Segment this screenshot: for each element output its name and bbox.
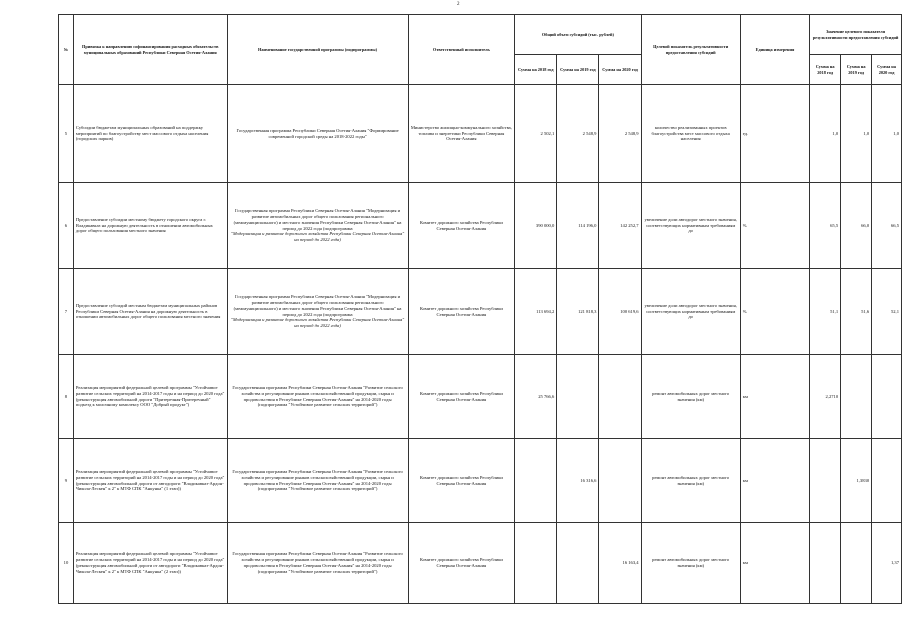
row-unit: % — [740, 269, 809, 355]
row-value-2020: 52,1 — [872, 269, 902, 355]
row-program-sub: "Модернизация и развитие дорожного хозяйства Республики Северная Осетия-Алания" на период до 2022 года) — [230, 317, 405, 329]
table-row — [59, 85, 902, 183]
row-purpose: Предоставление субсидий местным бюджетам муниципальных районов Республики Северная Осетия-Алания на дорожную деятельность в отношении автомобильных дорог общего пользования местного значения — [73, 269, 227, 355]
row-unit: км — [740, 355, 809, 439]
row-executor: Комитет дорожного хозяйства Республики Северная Осетия-Алания — [408, 439, 515, 523]
header-value-2020: Сумма на 2020 год — [872, 55, 902, 85]
row-program-text: Государственная программа Республики Северная Осетия-Алания "Модернизация и развитие автомобильных дорог общего пользования регионального (межмуниципального) и местного значения Республики Северная Осетия-Алания" на период до 2022 года (подпрограмма — [233, 293, 402, 317]
header-purpose: Привязка к направлению софинансирования расходных обязательств муниципальных образований Республики Северная Осетия-Алания — [73, 15, 227, 85]
header-total: Общий объем субсидий (тыс. рублей) — [515, 15, 641, 55]
table-row — [59, 523, 902, 604]
page-number: 2 — [457, 2, 460, 7]
row-value-2018: 51,1 — [810, 269, 841, 355]
row-program — [227, 439, 408, 523]
row-value-2019: 1,0 — [841, 85, 872, 183]
row-executor: Министерство жилищно-коммунального хозяйства, топлива и энергетики Республики Северная Осетия-Алания — [408, 85, 515, 183]
row-program-text: Государственная программа Республики Северная Осетия-Алания "Развитие сельского хозяйства и регулирование рынков сельскохозяйственной продукции, сырья и продовольствия в Республике Северная Осетия-Алания" на 2014-2020 годы (подпрограмма "Устойчивое развитие сельских территорий") — [232, 468, 403, 492]
row-value-2019: 1,3830 — [841, 439, 872, 523]
row-sum-2020: 142 252,7 — [599, 183, 641, 269]
row-value-2020: 1,0 — [872, 85, 902, 183]
row-value-2018: 2,2710 — [810, 355, 841, 439]
row-indicator: ремонт автомобильных дорог местного значения (км) — [641, 523, 740, 604]
row-sum-2018 — [515, 439, 557, 523]
row-executor: Комитет дорожного хозяйства Республики Северная Осетия-Алания — [408, 355, 515, 439]
header-sum-2020: Сумма на 2020 год — [599, 55, 641, 85]
row-number: 8 — [59, 355, 74, 439]
row-number: 9 — [59, 439, 74, 523]
row-sum-2018: 25 766,6 — [515, 355, 557, 439]
header-num: № — [59, 15, 74, 85]
subsidy-table — [58, 14, 902, 604]
row-indicator: ремонт автомобильных дорог местного значения (км) — [641, 355, 740, 439]
header-values: Значение целевого показателя результативности предоставления субсидий — [810, 15, 902, 55]
header-unit: Единица измерения — [740, 15, 809, 85]
row-program — [227, 523, 408, 604]
header-sum-2019: Сумма на 2019 год — [557, 55, 599, 85]
row-number: 7 — [59, 269, 74, 355]
row-program — [227, 85, 408, 183]
row-program-text: Государственная программа Республики Северная Осетия-Алания "Развитие сельского хозяйства и регулирование рынков сельскохозяйственной продукции, сырья и продовольствия в Республике Северная Осетия-Алания" на 2014-2020 годы (подпрограмма "Устойчивое развитие сельских территорий") — [232, 551, 403, 574]
row-purpose: Субсидии бюджетам муниципальных образований на поддержку мероприятий по благоустройству мест массового отдыха населения (городских парков) — [73, 85, 227, 183]
row-program-text: Государственная программа Республики Северная Осетия-Алания "Модернизация и развитие автомобильных дорог общего пользования регионального (межмуниципального) и местного значения Республики Северная Осетия-Алания" на период до 2022 года (подпрограмма — [233, 207, 402, 231]
row-sum-2020: 100 619,6 — [599, 269, 641, 355]
row-unit: км — [740, 523, 809, 604]
row-program-text: Государственная программа Республики Северная Осетия-Алания "Формирование современной городской среды на 2018-2022 годы" — [236, 127, 399, 139]
header-executor: Ответственный исполнитель — [408, 15, 515, 85]
row-sum-2020 — [599, 439, 641, 523]
row-value-2020 — [872, 355, 902, 439]
row-sum-2020: 2 548,9 — [599, 85, 641, 183]
row-unit: км — [740, 439, 809, 523]
row-unit: ед. — [740, 85, 809, 183]
row-sum-2019: 121 818,3 — [557, 269, 599, 355]
row-value-2019: 66,0 — [841, 183, 872, 269]
row-sum-2019 — [557, 523, 599, 604]
row-sum-2019: 2 548,9 — [557, 85, 599, 183]
row-indicator: ремонт автомобильных дорог местного значения (км) — [641, 439, 740, 523]
row-program — [227, 269, 408, 355]
header-sum-2018: Сумма на 2018 год — [515, 55, 557, 85]
table-row — [59, 269, 902, 355]
row-value-2018: 65,5 — [810, 183, 841, 269]
row-purpose: Реализация мероприятий федеральной целевой программы "Устойчивое развитие сельских территорий на 2014-2017 годы и на период до 2020 года" (реконструкция автомобильной дороги от автодороги "Владикавказ-Ардон-Чикола-Лескен" к 2" к МТФ СПК "Анкунка" (2 этап)) — [73, 523, 227, 604]
header-value-2018: Сумма на 2018 год — [810, 55, 841, 85]
header-value-2019: Сумма на 2019 год — [841, 55, 872, 85]
row-program — [227, 355, 408, 439]
table-row — [59, 355, 902, 439]
row-value-2020: 1,37 — [872, 523, 902, 604]
row-purpose: Предоставление субсидии местному бюджету городского округа г. Владикавказ на дорожную деятельность в отношении автомобильных дорог общего пользования местного значения — [73, 183, 227, 269]
row-number: 6 — [59, 183, 74, 269]
row-program-text: Государственная программа Республики Северная Осетия-Алания "Развитие сельского хозяйства и регулирование рынков сельскохозяйственной продукции, сырья и продовольствия в Республике Северная Осетия-Алания" на 2014-2020 годы (подпрограмма "Устойчивое развитие сельских территорий") — [232, 384, 403, 408]
row-indicator: увеличение доли автодорог местного значения, соответствующих нормативным требованиям до — [641, 269, 740, 355]
header-row — [59, 15, 902, 55]
row-unit: % — [740, 183, 809, 269]
row-value-2020: 66,5 — [872, 183, 902, 269]
row-sum-2018: 390 000,0 — [515, 183, 557, 269]
row-value-2018 — [810, 439, 841, 523]
row-sum-2020: 16 163,4 — [599, 523, 641, 604]
row-sum-2019 — [557, 355, 599, 439]
row-value-2019 — [841, 355, 872, 439]
row-number: 10 — [59, 523, 74, 604]
row-sum-2020 — [599, 355, 641, 439]
row-sum-2018: 2 502,1 — [515, 85, 557, 183]
row-executor: Комитет дорожного хозяйства Республики Северная Осетия-Алания — [408, 183, 515, 269]
row-sum-2019: 114 196,0 — [557, 183, 599, 269]
header-program: Наименование государственной программы (подпрограммы) — [227, 15, 408, 85]
row-indicator: увеличение доли автодорог местного значения, соответствующих нормативным требованиям до — [641, 183, 740, 269]
row-executor: Комитет дорожного хозяйства Республики Северная Осетия-Алания — [408, 523, 515, 604]
row-sum-2018 — [515, 523, 557, 604]
row-executor: Комитет дорожного хозяйства Республики Северная Осетия-Алания — [408, 269, 515, 355]
row-value-2019 — [841, 523, 872, 604]
row-sum-2019: 16 316,6 — [557, 439, 599, 523]
row-number: 5 — [59, 85, 74, 183]
table-row — [59, 439, 902, 523]
row-value-2019: 51,6 — [841, 269, 872, 355]
table-row — [59, 183, 902, 269]
row-indicator: количество реализованных проектов благоустройства мест массового отдыха населения — [641, 85, 740, 183]
row-sum-2018: 113 694,2 — [515, 269, 557, 355]
row-purpose: Реализация мероприятий федеральной целевой программы "Устойчивое развитие сельских территорий на 2014-2017 годы и на период до 2020 года" (реконструкция автомобильной дороги "Притеречная-Притеречный" подъезд к молочному комплексу ООО "Добрый продукт") — [73, 355, 227, 439]
row-value-2018: 1,0 — [810, 85, 841, 183]
header-indicator: Целевой показатель результативности предоставления субсидий — [641, 15, 740, 85]
row-program-sub: "Модернизация и развитие дорожного хозяйства Республики Северная Осетия-Алания" на период до 2022 года) — [230, 231, 405, 243]
row-purpose: Реализация мероприятий федеральной целевой программы "Устойчивое развитие сельских территорий на 2014-2017 годы и на период до 2020 года" (реконструкция автомобильной дороги от автодороги "Владикавказ-Ардон-Чикола-Лескен" к 2" к МТФ СПК "Анкунка" (1 этап)) — [73, 439, 227, 523]
row-value-2020 — [872, 439, 902, 523]
row-program — [227, 183, 408, 269]
row-value-2018 — [810, 523, 841, 604]
